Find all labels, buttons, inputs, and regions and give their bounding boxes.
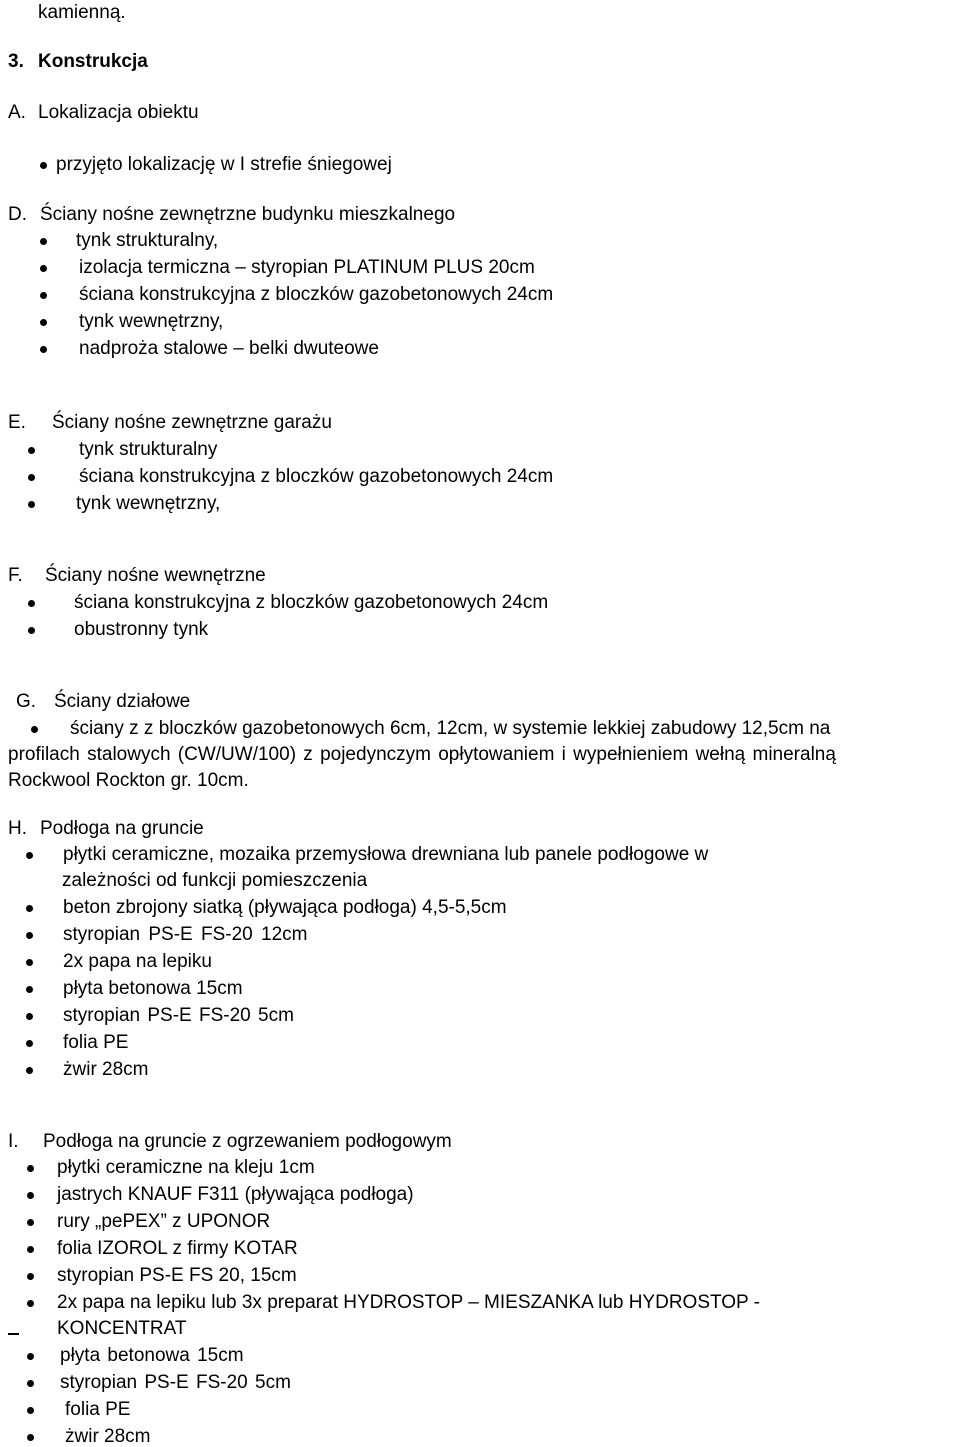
section-number: 3. [8,51,24,72]
list-item: ściana konstrukcyjna z bloczków gazobetonowych 24cm [79,284,554,305]
list-item: ściana konstrukcyjna z bloczków gazobetonowych 24cm [74,592,549,613]
bullet-icon [27,1219,34,1226]
subsection-letter: A. [8,102,26,123]
list-item: tynk strukturalny [79,439,218,460]
subsection-letter: F. [8,565,23,586]
list-item: styropian PS-E FS-20 5cm [60,1372,291,1393]
subsection-letter: E. [8,412,26,433]
subsection-title: Ściany nośne wewnętrzne [45,565,266,586]
section-title: Konstrukcja [38,51,148,72]
bullet-icon [27,1165,34,1172]
continued-text: kamienną. [38,2,126,23]
paragraph-line: Rockwool Rockton gr. 10cm. [8,770,249,791]
bullet-icon [27,1407,34,1414]
list-item: folia PE [65,1399,131,1420]
list-item: folia IZOROL z firmy KOTAR [57,1238,298,1259]
subsection-letter: G. [16,691,37,712]
bullet-icon [27,1300,34,1307]
bullet-icon [40,319,47,326]
subsection-title: Podłoga na gruncie z ogrzewaniem podłogowym [43,1131,452,1152]
list-item: styropian PS-E FS-20 12cm [63,924,308,945]
bullet-icon [26,852,33,859]
bullet-icon [40,162,47,169]
bullet-icon [28,627,35,634]
bullet-icon [28,600,35,607]
list-item: obustronny tynk [74,619,209,640]
subsection-title: Ściany nośne zewnętrzne garażu [52,412,332,433]
bullet-icon [40,346,47,353]
list-item: beton zbrojony siatką (pływająca podłoga) 4,5-5,5cm [63,897,507,918]
bullet-icon [27,1192,34,1199]
bullet-icon [40,292,47,299]
bullet-icon [26,986,33,993]
list-item: ściana konstrukcyjna z bloczków gazobetonowych 24cm [79,466,554,487]
list-item: tynk wewnętrzny, [79,311,224,332]
paragraph-line: profilach stalowych (CW/UW/100) z pojedynczym opłytowaniem i wypełnieniem wełną mineralną [8,744,836,765]
subsection-letter: I. [8,1131,19,1152]
bullet-icon [27,1273,34,1280]
list-item-continuation: zależności od funkcji pomieszczenia [62,870,368,891]
bullet-icon [26,932,33,939]
list-item: 2x papa na lepiku [63,951,212,972]
bullet-icon [31,726,38,733]
list-item: żwir 28cm [65,1426,151,1447]
bullet-icon [28,474,35,481]
subsection-title: Podłoga na gruncie [40,818,204,839]
bullet-icon [26,959,33,966]
list-item: żwir 28cm [63,1059,149,1080]
list-item: 2x papa na lepiku lub 3x preparat HYDROSTOP – MIESZANKA lub HYDROSTOP - [57,1292,760,1313]
bullet-icon [28,501,35,508]
subsection-title: Ściany działowe [54,691,191,712]
bullet-icon [28,447,35,454]
bullet-icon [40,265,47,272]
list-item: płytki ceramiczne, mozaika przemysłowa drewniana lub panele podłogowe w [63,844,709,865]
bullet-icon [27,1434,34,1441]
list-item: tynk strukturalny, [76,230,219,251]
subsection-title: Ściany nośne zewnętrzne budynku mieszkalnego [40,204,456,225]
list-item: płyta betonowa 15cm [63,978,243,999]
list-item-continuation: KONCENTRAT [57,1318,187,1339]
bullet-icon [27,1246,34,1253]
bullet-icon [27,1353,34,1360]
list-item: jastrych KNAUF F311 (pływająca podłoga) [57,1184,414,1205]
bullet-icon [26,1013,33,1020]
list-item: tynk wewnętrzny, [76,493,221,514]
subsection-letter: H. [8,818,27,839]
paragraph-line: ściany z z bloczków gazobetonowych 6cm, 12cm, w systemie lekkiej zabudowy 12,5cm na [70,718,831,739]
list-item: rury „pePEX” z UPONOR [57,1211,271,1232]
bullet-icon [26,1040,33,1047]
bullet-icon [26,1067,33,1074]
bullet-icon [40,238,47,245]
list-item: styropian PS-E FS-20 5cm [63,1005,294,1026]
list-item: styropian PS-E FS 20, 15cm [57,1265,297,1286]
subsection-letter: D. [8,204,27,225]
dash-marker-icon [8,1333,19,1335]
list-item: nadproża stalowe – belki dwuteowe [79,338,379,359]
list-item: folia PE [63,1032,129,1053]
list-item: izolacja termiczna – styropian PLATINUM PLUS 20cm [79,257,535,278]
list-item: płytki ceramiczne na kleju 1cm [57,1157,315,1178]
list-item: płyta betonowa 15cm [60,1345,244,1366]
bullet-icon [27,1380,34,1387]
subsection-title: Lokalizacja obiektu [38,102,199,123]
bullet-icon [26,905,33,912]
list-item: przyjęto lokalizację w I strefie śniegowej [56,154,392,175]
